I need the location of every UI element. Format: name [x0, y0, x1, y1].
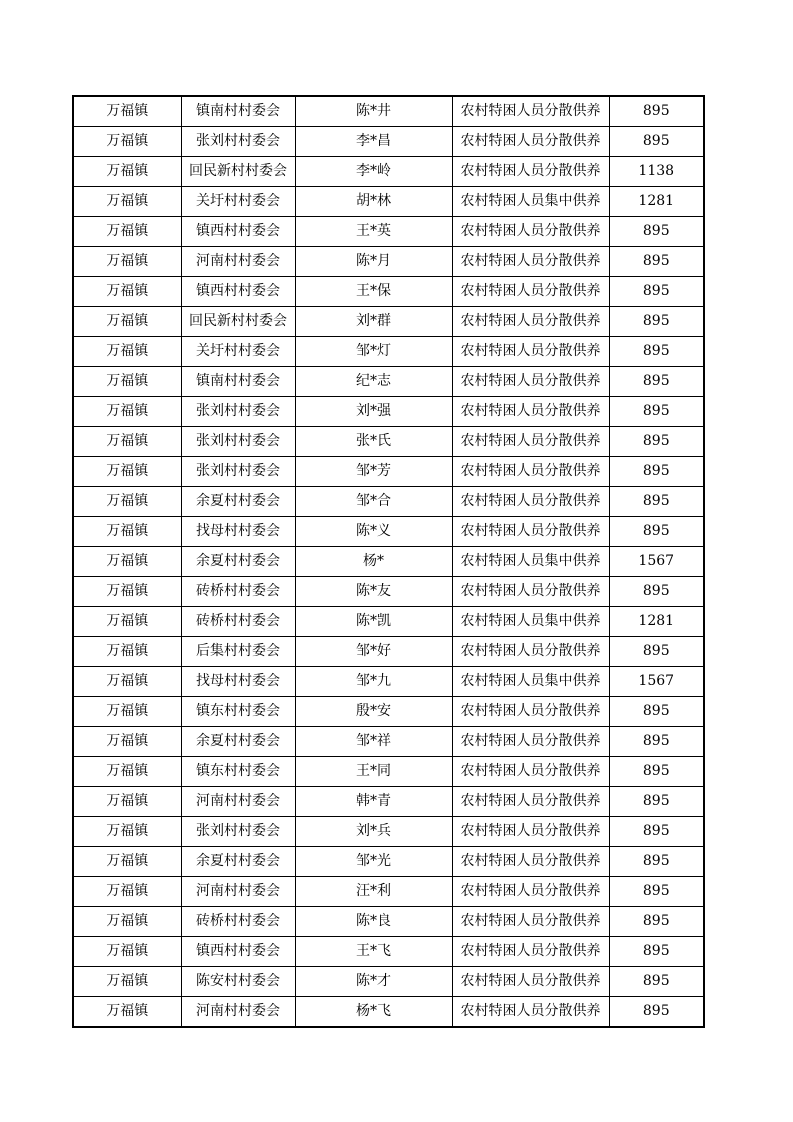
support-type-cell: 农村特困人员分散供养 [452, 727, 609, 757]
table-row [73, 457, 704, 487]
name-cell: 陈*月 [295, 247, 452, 277]
table-row [73, 577, 704, 607]
town-cell: 万福镇 [73, 517, 181, 547]
support-type-cell: 农村特困人员分散供养 [452, 817, 609, 847]
amount-cell: 1138 [609, 157, 704, 187]
amount-cell: 895 [609, 217, 704, 247]
support-type-cell: 农村特困人员分散供养 [452, 757, 609, 787]
town-cell: 万福镇 [73, 307, 181, 337]
village-committee-cell: 余夏村村委会 [181, 727, 295, 757]
support-type-cell: 农村特困人员分散供养 [452, 877, 609, 907]
name-cell: 王*同 [295, 757, 452, 787]
amount-cell: 895 [609, 307, 704, 337]
village-committee-cell: 河南村村委会 [181, 997, 295, 1028]
amount-cell: 895 [609, 517, 704, 547]
table-row [73, 127, 704, 157]
table-row [73, 997, 704, 1028]
amount-cell: 895 [609, 877, 704, 907]
town-cell: 万福镇 [73, 877, 181, 907]
name-cell: 陈*义 [295, 517, 452, 547]
amount-cell: 895 [609, 787, 704, 817]
village-committee-cell: 找母村村委会 [181, 667, 295, 697]
village-committee-cell: 找母村村委会 [181, 517, 295, 547]
village-committee-cell: 河南村村委会 [181, 877, 295, 907]
table-row [73, 427, 704, 457]
amount-cell: 895 [609, 967, 704, 997]
town-cell: 万福镇 [73, 127, 181, 157]
town-cell: 万福镇 [73, 997, 181, 1028]
town-cell: 万福镇 [73, 577, 181, 607]
name-cell: 纪*志 [295, 367, 452, 397]
amount-cell: 1567 [609, 667, 704, 697]
town-cell: 万福镇 [73, 787, 181, 817]
name-cell: 邹*光 [295, 847, 452, 877]
beneficiary-table-body [73, 96, 704, 1027]
amount-cell: 895 [609, 907, 704, 937]
amount-cell: 895 [609, 697, 704, 727]
table-row [73, 307, 704, 337]
name-cell: 邹*灯 [295, 337, 452, 367]
support-type-cell: 农村特困人员分散供养 [452, 367, 609, 397]
support-type-cell: 农村特困人员分散供养 [452, 967, 609, 997]
support-type-cell: 农村特困人员分散供养 [452, 457, 609, 487]
table-row [73, 487, 704, 517]
town-cell: 万福镇 [73, 397, 181, 427]
amount-cell: 895 [609, 937, 704, 967]
name-cell: 胡*林 [295, 187, 452, 217]
support-type-cell: 农村特困人员分散供养 [452, 157, 609, 187]
name-cell: 邹*九 [295, 667, 452, 697]
amount-cell: 895 [609, 127, 704, 157]
amount-cell: 895 [609, 847, 704, 877]
village-committee-cell: 砖桥村村委会 [181, 607, 295, 637]
town-cell: 万福镇 [73, 607, 181, 637]
town-cell: 万福镇 [73, 637, 181, 667]
name-cell: 陈*井 [295, 96, 452, 127]
amount-cell: 1567 [609, 547, 704, 577]
support-type-cell: 农村特困人员分散供养 [452, 937, 609, 967]
name-cell: 汪*利 [295, 877, 452, 907]
support-type-cell: 农村特困人员分散供养 [452, 96, 609, 127]
name-cell: 杨*飞 [295, 997, 452, 1028]
support-type-cell: 农村特困人员分散供养 [452, 247, 609, 277]
name-cell: 王*保 [295, 277, 452, 307]
name-cell: 邹*好 [295, 637, 452, 667]
name-cell: 殷*安 [295, 697, 452, 727]
support-type-cell: 农村特困人员分散供养 [452, 217, 609, 247]
village-committee-cell: 余夏村村委会 [181, 487, 295, 517]
table-row [73, 727, 704, 757]
town-cell: 万福镇 [73, 367, 181, 397]
town-cell: 万福镇 [73, 217, 181, 247]
name-cell: 王*英 [295, 217, 452, 247]
village-committee-cell: 张刘村村委会 [181, 127, 295, 157]
village-committee-cell: 张刘村村委会 [181, 817, 295, 847]
support-type-cell: 农村特困人员分散供养 [452, 577, 609, 607]
support-type-cell: 农村特困人员集中供养 [452, 667, 609, 697]
table-row [73, 547, 704, 577]
support-type-cell: 农村特困人员分散供养 [452, 697, 609, 727]
amount-cell: 895 [609, 727, 704, 757]
table-row [73, 697, 704, 727]
name-cell: 杨* [295, 547, 452, 577]
table-row [73, 787, 704, 817]
table-row [73, 757, 704, 787]
name-cell: 刘*群 [295, 307, 452, 337]
name-cell: 张*氏 [295, 427, 452, 457]
table-row [73, 907, 704, 937]
town-cell: 万福镇 [73, 487, 181, 517]
town-cell: 万福镇 [73, 847, 181, 877]
village-committee-cell: 余夏村村委会 [181, 547, 295, 577]
village-committee-cell: 砖桥村村委会 [181, 907, 295, 937]
beneficiary-table [72, 95, 705, 1028]
town-cell: 万福镇 [73, 937, 181, 967]
village-committee-cell: 镇南村村委会 [181, 367, 295, 397]
table-row [73, 367, 704, 397]
table-row [73, 667, 704, 697]
support-type-cell: 农村特困人员分散供养 [452, 787, 609, 817]
village-committee-cell: 镇西村村委会 [181, 277, 295, 307]
name-cell: 邹*芳 [295, 457, 452, 487]
town-cell: 万福镇 [73, 277, 181, 307]
village-committee-cell: 回民新村村委会 [181, 307, 295, 337]
support-type-cell: 农村特困人员分散供养 [452, 487, 609, 517]
town-cell: 万福镇 [73, 247, 181, 277]
table-row [73, 337, 704, 367]
town-cell: 万福镇 [73, 547, 181, 577]
town-cell: 万福镇 [73, 757, 181, 787]
support-type-cell: 农村特困人员集中供养 [452, 607, 609, 637]
table-row [73, 877, 704, 907]
village-committee-cell: 陈安村村委会 [181, 967, 295, 997]
amount-cell: 895 [609, 397, 704, 427]
village-committee-cell: 镇西村村委会 [181, 937, 295, 967]
name-cell: 刘*兵 [295, 817, 452, 847]
support-type-cell: 农村特困人员集中供养 [452, 187, 609, 217]
amount-cell: 1281 [609, 187, 704, 217]
town-cell: 万福镇 [73, 96, 181, 127]
town-cell: 万福镇 [73, 337, 181, 367]
village-committee-cell: 关圩村村委会 [181, 337, 295, 367]
table-row [73, 277, 704, 307]
support-type-cell: 农村特困人员分散供养 [452, 397, 609, 427]
amount-cell: 895 [609, 337, 704, 367]
town-cell: 万福镇 [73, 427, 181, 457]
support-type-cell: 农村特困人员分散供养 [452, 847, 609, 877]
table-row [73, 187, 704, 217]
village-committee-cell: 河南村村委会 [181, 247, 295, 277]
table-row [73, 937, 704, 967]
town-cell: 万福镇 [73, 727, 181, 757]
name-cell: 邹*合 [295, 487, 452, 517]
name-cell: 陈*凯 [295, 607, 452, 637]
amount-cell: 895 [609, 277, 704, 307]
table-row [73, 847, 704, 877]
town-cell: 万福镇 [73, 967, 181, 997]
town-cell: 万福镇 [73, 697, 181, 727]
table-row [73, 817, 704, 847]
support-type-cell: 农村特困人员分散供养 [452, 307, 609, 337]
support-type-cell: 农村特困人员分散供养 [452, 907, 609, 937]
village-committee-cell: 关圩村村委会 [181, 187, 295, 217]
support-type-cell: 农村特困人员集中供养 [452, 547, 609, 577]
village-committee-cell: 后集村村委会 [181, 637, 295, 667]
village-committee-cell: 砖桥村村委会 [181, 577, 295, 607]
village-committee-cell: 余夏村村委会 [181, 847, 295, 877]
amount-cell: 895 [609, 367, 704, 397]
amount-cell: 895 [609, 457, 704, 487]
name-cell: 王*飞 [295, 937, 452, 967]
town-cell: 万福镇 [73, 667, 181, 697]
amount-cell: 895 [609, 817, 704, 847]
village-committee-cell: 河南村村委会 [181, 787, 295, 817]
amount-cell: 895 [609, 247, 704, 277]
name-cell: 李*岭 [295, 157, 452, 187]
table-row [73, 247, 704, 277]
amount-cell: 895 [609, 997, 704, 1028]
amount-cell: 895 [609, 427, 704, 457]
village-committee-cell: 镇东村村委会 [181, 697, 295, 727]
name-cell: 陈*友 [295, 577, 452, 607]
table-row [73, 637, 704, 667]
amount-cell: 895 [609, 487, 704, 517]
town-cell: 万福镇 [73, 187, 181, 217]
town-cell: 万福镇 [73, 157, 181, 187]
amount-cell: 895 [609, 637, 704, 667]
name-cell: 陈*良 [295, 907, 452, 937]
town-cell: 万福镇 [73, 457, 181, 487]
village-committee-cell: 镇西村村委会 [181, 217, 295, 247]
village-committee-cell: 张刘村村委会 [181, 427, 295, 457]
support-type-cell: 农村特困人员分散供养 [452, 277, 609, 307]
table-row [73, 157, 704, 187]
name-cell: 韩*青 [295, 787, 452, 817]
amount-cell: 1281 [609, 607, 704, 637]
town-cell: 万福镇 [73, 817, 181, 847]
support-type-cell: 农村特困人员分散供养 [452, 637, 609, 667]
name-cell: 邹*祥 [295, 727, 452, 757]
table-row [73, 607, 704, 637]
support-type-cell: 农村特困人员分散供养 [452, 127, 609, 157]
village-committee-cell: 张刘村村委会 [181, 457, 295, 487]
village-committee-cell: 张刘村村委会 [181, 397, 295, 427]
support-type-cell: 农村特困人员分散供养 [452, 997, 609, 1028]
amount-cell: 895 [609, 757, 704, 787]
village-committee-cell: 回民新村村委会 [181, 157, 295, 187]
table-row [73, 397, 704, 427]
town-cell: 万福镇 [73, 907, 181, 937]
table-row [73, 96, 704, 127]
support-type-cell: 农村特困人员分散供养 [452, 517, 609, 547]
amount-cell: 895 [609, 577, 704, 607]
name-cell: 陈*才 [295, 967, 452, 997]
name-cell: 李*昌 [295, 127, 452, 157]
support-type-cell: 农村特困人员分散供养 [452, 427, 609, 457]
support-type-cell: 农村特困人员分散供养 [452, 337, 609, 367]
name-cell: 刘*强 [295, 397, 452, 427]
village-committee-cell: 镇东村村委会 [181, 757, 295, 787]
amount-cell: 895 [609, 96, 704, 127]
table-row [73, 967, 704, 997]
village-committee-cell: 镇南村村委会 [181, 96, 295, 127]
table-row [73, 217, 704, 247]
table-row [73, 517, 704, 547]
